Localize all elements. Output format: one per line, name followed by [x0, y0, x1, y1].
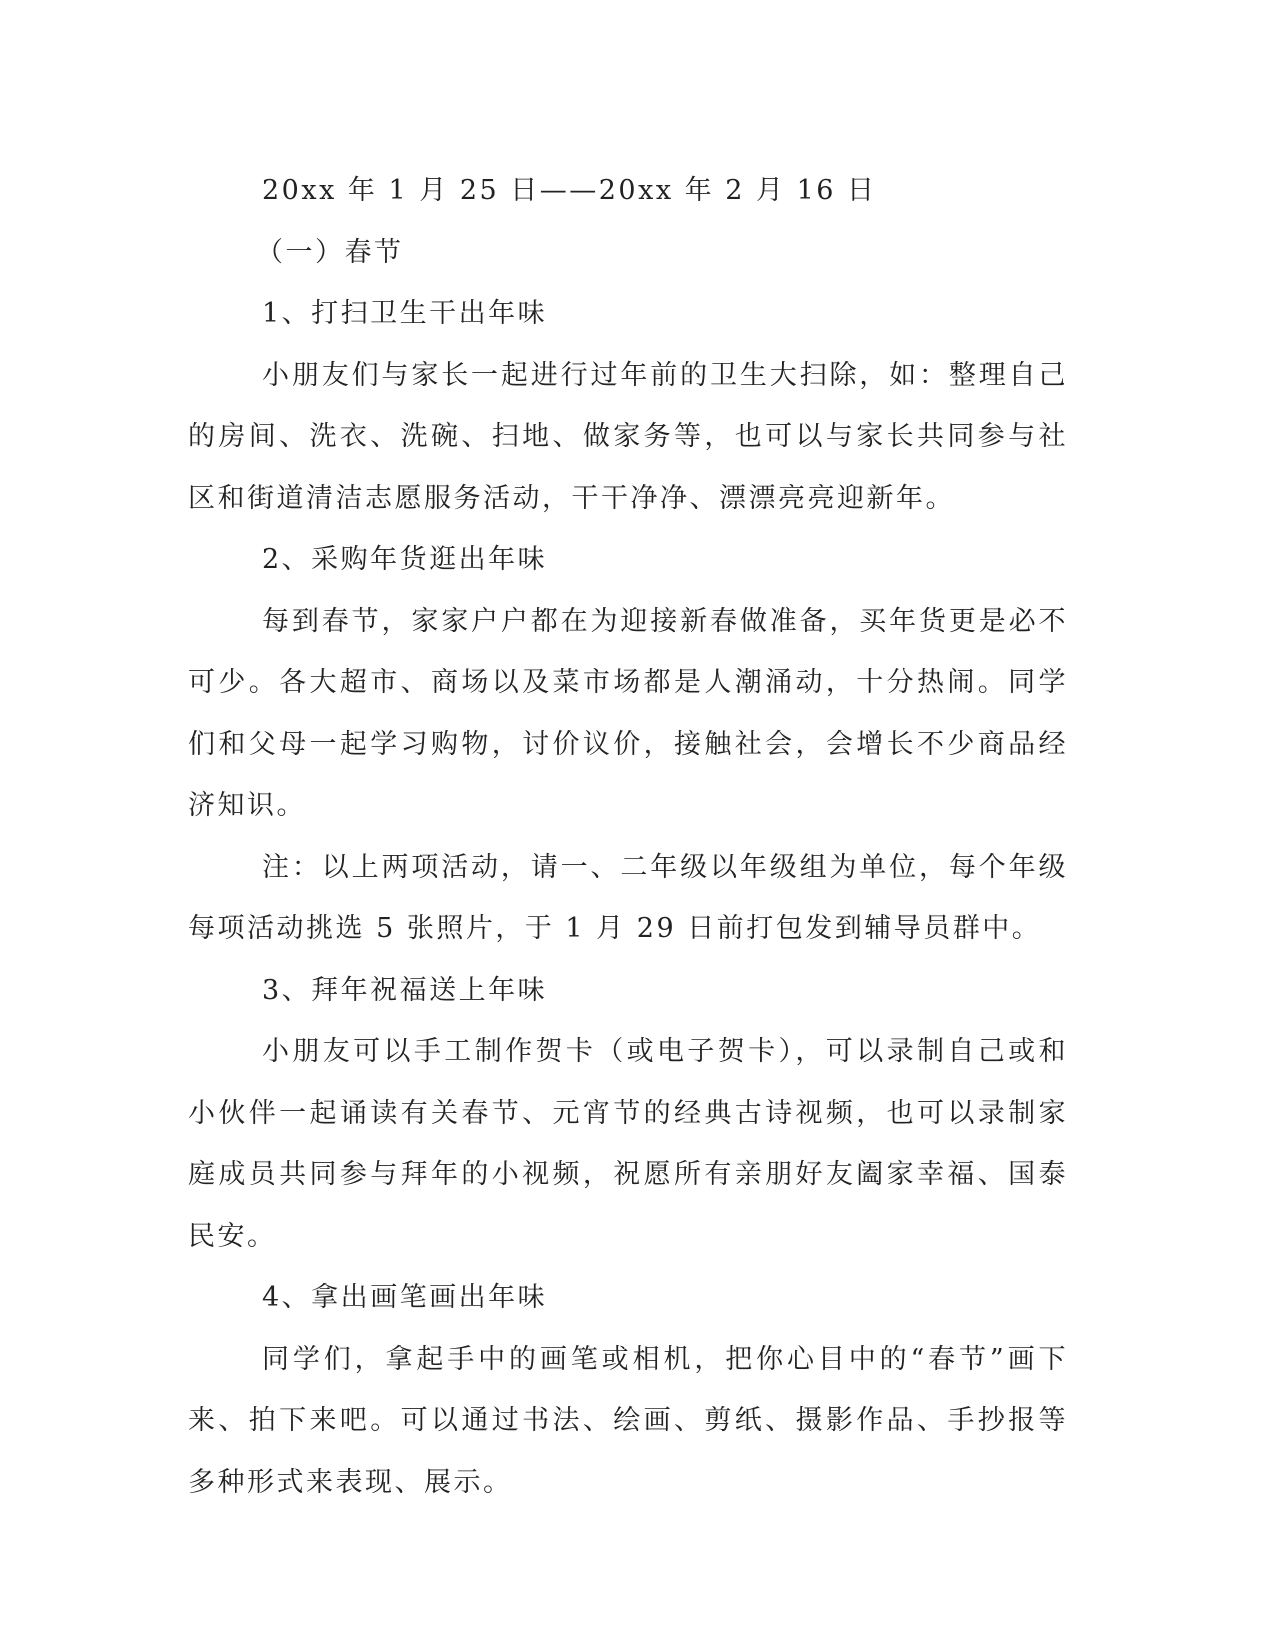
item-heading-2: 2、采购年货逛出年味 — [262, 544, 548, 575]
item-heading-4: 4、拿出画笔画出年味 — [262, 1282, 548, 1313]
item-paragraph-1: 小朋友们与家长一起进行过年前的卫生大扫除，如：整理自己的房间、洗衣、洗碗、扫地、做家务等，也可以与家长共同参与社区和街道清洁志愿服务活动，干干净净、漂漂亮亮迎新年。 — [188, 359, 1068, 514]
document-body — [188, 160, 1068, 1513]
item-paragraph-2: 每到春节，家家户户都在为迎接新春做准备，买年货更是必不可少。各大超市、商场以及菜市场都是人潮涌动，十分热闹。同学们和父母一起学习购物，讨价议价，接触社会，会增长不少商品经济知识。 — [188, 605, 1068, 821]
item-heading-3: 3、拜年祝福送上年味 — [262, 974, 548, 1006]
item-heading-1: 1、打扫卫生干出年味 — [262, 298, 548, 329]
item-paragraph-4: 同学们，拿起手中的画笔或相机，把你心目中的“春节”画下来、拍下来吧。可以通过书法、绘画、剪纸、摄影作品、手抄报等多种形式来表现、展示。 — [188, 1343, 1068, 1498]
item-paragraph-3: 小朋友可以手工制作贺卡（或电子贺卡），可以录制自己或和小伙伴一起诵读有关春节、元宵节的经典古诗视频，也可以录制家庭成员共同参与拜年的小视频，祝愿所有亲朋好友阖家幸福、国泰民安。 — [188, 1036, 1068, 1252]
date-range: 20xx 年 1 月 25 日——20xx 年 2 月 16 日 — [262, 175, 877, 206]
section-heading: （一）春节 — [256, 236, 404, 268]
note-paragraph: 注：以上两项活动，请一、二年级以年级组为单位，每个年级每项活动挑选 5 张照片，于 1 月 29 日前打包发到辅导员群中。 — [188, 851, 1068, 944]
